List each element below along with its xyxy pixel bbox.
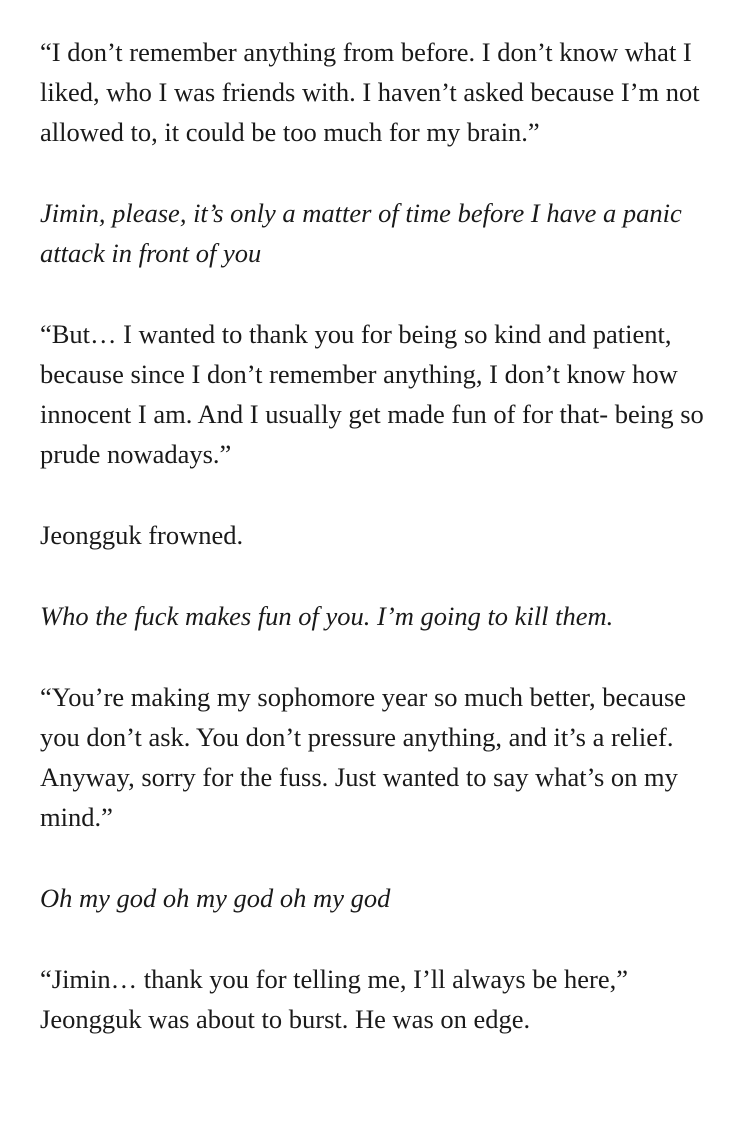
paragraph-dialogue-4: “Jimin… thank you for telling me, I’ll always be here,” Jeongguk was about to burst. He was on edge. — [40, 964, 628, 1034]
paragraph-narration-1: Jeongguk frowned. — [40, 520, 244, 550]
paragraph-thought-2: Who the fuck makes fun of you. I’m going to kill them. — [40, 601, 614, 631]
paragraph-dialogue-3: “You’re making my sophomore year so much better, because you don’t ask. You don’t pressure anything, and it’s a relief. Anyway, sorry for the fuss. Just wanted to say what’s on my mind.” — [40, 682, 687, 832]
paragraph-thought-3: Oh my god oh my god oh my god — [40, 883, 391, 913]
paragraph-thought-1: Jimin, please, it’s only a matter of time before I have a panic attack in front of you — [40, 198, 682, 268]
paragraph-dialogue-2: “But… I wanted to thank you for being so kind and patient, because since I don’t remember anything, I don’t know how innocent I am. And I usually get made fun of for that- being so prude nowadays.” — [40, 319, 704, 469]
story-text-page — [40, 32, 725, 1039]
paragraph-dialogue-1: “I don’t remember anything from before. I don’t know what I liked, who I was friends with. I haven’t asked because I’m not allowed to, it could be too much for my brain.” — [40, 37, 700, 147]
